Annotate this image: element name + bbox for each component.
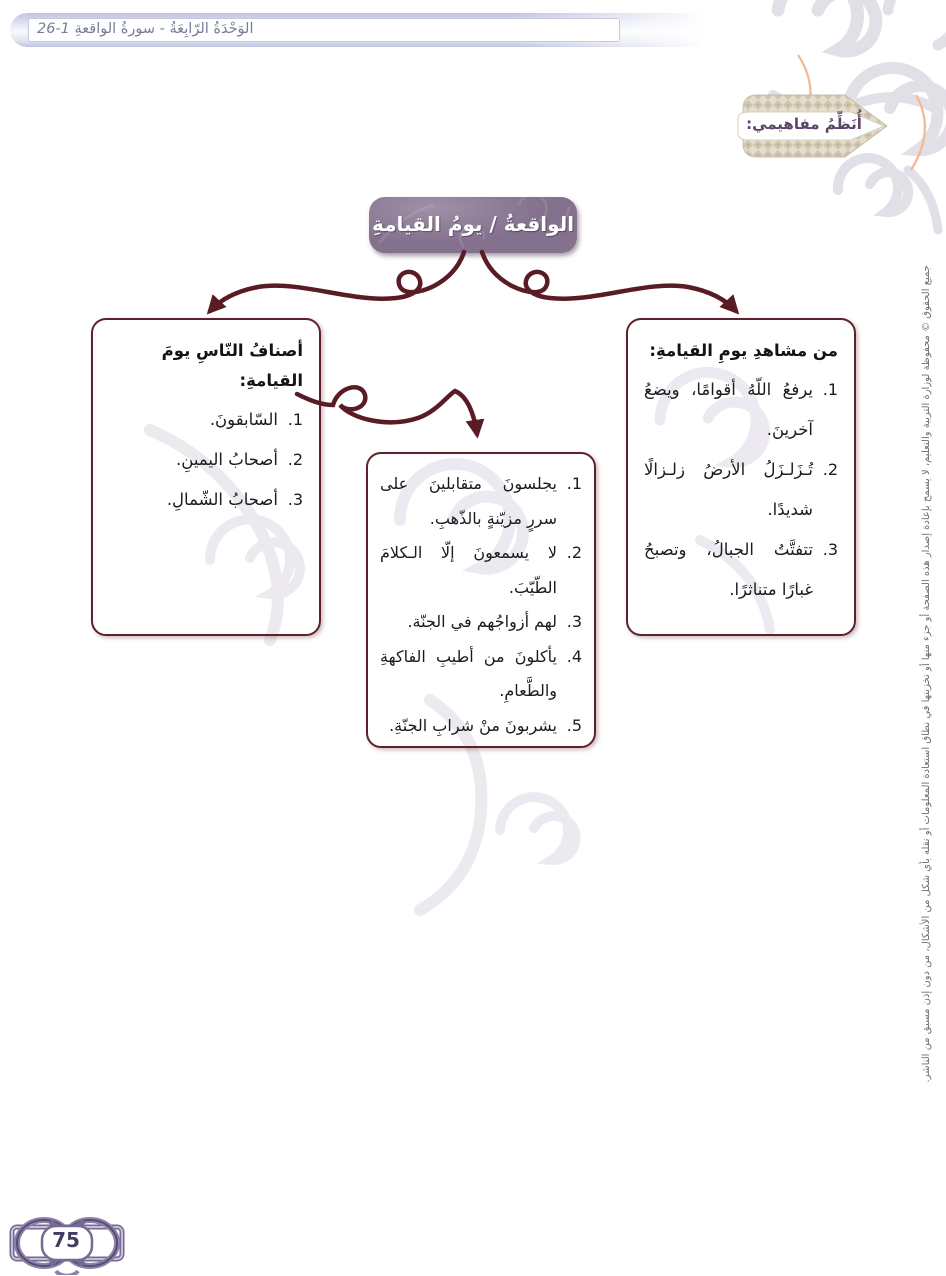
badge-label: أُنَظِّمُ مفاهيمي: bbox=[746, 115, 862, 133]
list-item bbox=[380, 536, 582, 605]
item-text: تتفتَّتُ الجبالُ، وتصبحُ غبارًا متناثرًا. bbox=[644, 540, 813, 599]
copyright-vertical-text: جميع الحقوق © محفوظة لوزارة التربية والتعليم، لا يسمح بإعادة إصدار هذه الصفحة أو جزء منها أو تخزينها في نطاق استعادة المعلومات أو نقله بأي شكل من الأشكال، من دون إذن مسبق من الناشر. bbox=[921, 265, 932, 1083]
item-number: 3. bbox=[566, 612, 582, 631]
item-number: 1. bbox=[822, 380, 838, 399]
item-text: السّابقونَ. bbox=[209, 410, 278, 429]
list-item bbox=[644, 530, 838, 610]
scenes-box bbox=[626, 318, 856, 636]
item-number: 1. bbox=[287, 410, 303, 429]
list-item bbox=[644, 450, 838, 530]
categories-box bbox=[91, 318, 321, 636]
item-text: تُـزَلـزَلُ الأرضُ زلـزالًا شديدًا. bbox=[644, 460, 813, 519]
list-item bbox=[644, 370, 838, 450]
item-number: 2. bbox=[566, 543, 582, 562]
list-item bbox=[380, 640, 582, 709]
page-number: 75 bbox=[52, 1228, 80, 1252]
scenes-box-title: من مشاهدِ يومِ القيامةِ: bbox=[649, 341, 838, 360]
item-text: يأكلونَ من أطيبِ الفاكهةِ والطَّعامِ. bbox=[380, 646, 557, 700]
root-node bbox=[369, 197, 577, 253]
item-number: 3. bbox=[287, 490, 303, 509]
item-number: 2. bbox=[822, 460, 838, 479]
arrow-root-to-right bbox=[482, 252, 736, 311]
unit-title bbox=[37, 21, 597, 37]
categories-list bbox=[109, 400, 303, 520]
item-number: 5. bbox=[566, 715, 582, 735]
unit-title-text: الوَحْدَةُ الرّابِعَةُ - سورةُ الواقعةِ bbox=[74, 21, 254, 37]
item-text: يرفعُ اللّهُ أقوامًا، ويضعُ آخرينَ. bbox=[644, 380, 813, 439]
list-item bbox=[109, 480, 303, 520]
unit-verse-range: 26-1 bbox=[37, 21, 70, 37]
item-text: لهم أزواجُهم في الجنّة. bbox=[407, 612, 557, 631]
item-text: يجلسونَ متقابلينَ على سررٍ مزيّنةٍ بالذّهبِ. bbox=[380, 474, 557, 528]
list-item bbox=[109, 400, 303, 440]
forerunners-detail-box bbox=[366, 452, 596, 748]
item-number: 1. bbox=[566, 474, 582, 493]
node-title: الواقعةُ / يومُ القيامةِ bbox=[371, 212, 575, 236]
item-number: 4. bbox=[566, 646, 582, 666]
scenes-list bbox=[644, 370, 838, 610]
item-text: أصحابُ اليمينِ. bbox=[176, 450, 278, 469]
item-text: أصحابُ الشّمالِ. bbox=[166, 490, 278, 509]
categories-box-title: أصنافُ النّاسِ يومَ القيامةِ: bbox=[161, 341, 303, 390]
item-text: لا يسمعونَ إلّا الـكلامَ الطّيّبَ. bbox=[380, 543, 557, 597]
item-text: يشربونَ منْ شرابِ الجنّةِ. bbox=[389, 715, 557, 735]
list-item bbox=[380, 709, 582, 744]
item-number: 3. bbox=[822, 540, 838, 559]
item-number: 2. bbox=[287, 450, 303, 469]
arrow-root-to-left bbox=[210, 252, 464, 311]
arrow-item-to-detail bbox=[297, 387, 477, 434]
list-item bbox=[380, 605, 582, 640]
list-item bbox=[109, 440, 303, 480]
forerunners-list bbox=[380, 467, 582, 743]
list-item bbox=[380, 467, 582, 536]
